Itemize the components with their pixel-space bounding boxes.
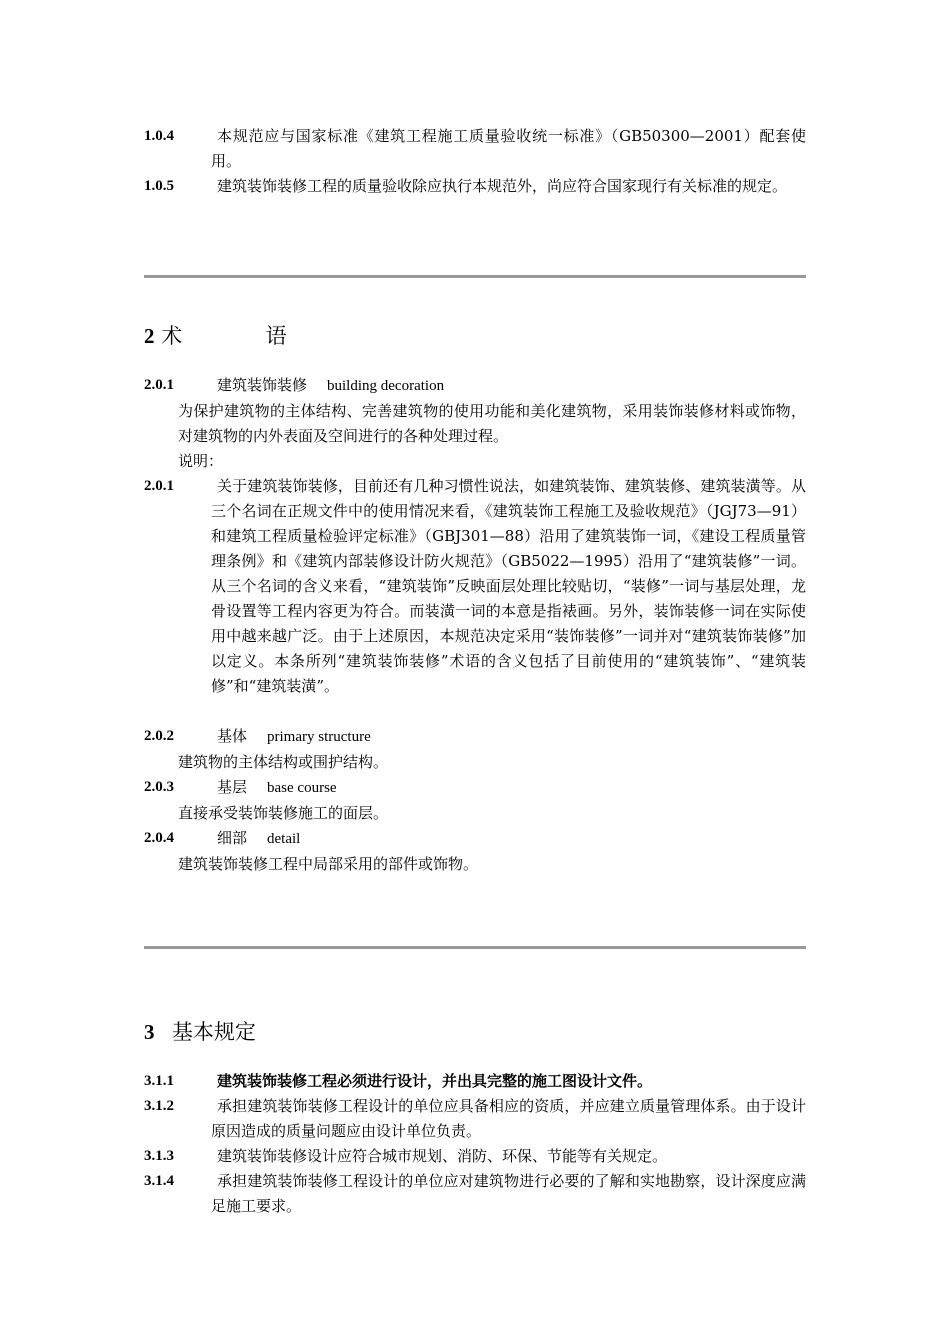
term-number: 2.0.2 (144, 728, 174, 744)
clause-number: 3.1.3 (144, 1148, 174, 1164)
term-definition: 建筑物的主体结构或围护结构。 (178, 753, 389, 771)
chapter-2-heading (144, 321, 287, 351)
term-english: primary structure (267, 729, 371, 745)
chapter-title: 基本规定 (171, 1020, 256, 1044)
clause-3-1-1 (144, 1069, 806, 1094)
clause-text: 建筑装饰装修工程必须进行设计，并出具完整的施工图设计文件。 (217, 1072, 653, 1090)
clause-text: 承担建筑装饰装修工程设计的单位应对建筑物进行必要的了解和实地勘察，设计深度应满足施工要求。 (211, 1172, 806, 1215)
note-number: 2.0.1 (144, 478, 174, 494)
term-number: 2.0.3 (144, 779, 174, 795)
term-name: 细部 (217, 829, 248, 847)
note-2-0-1 (144, 474, 806, 699)
chapter-title-part: 语 (265, 324, 287, 348)
clause-text: 本规范应与国家标准《建筑工程施工质量验收统一标准》（GB50300—2001）配套使用。 (211, 127, 806, 170)
term-english: detail (267, 831, 301, 847)
term-english: building decoration (327, 378, 445, 394)
note-label: 说明： (178, 452, 224, 470)
note-text: 关于建筑装饰装修，目前还有几种习惯性说法，如建筑装饰、建筑装修、建筑装潢等。从三个名词在正规文件中的使用情况来看，《建筑装饰工程施工及验收规范》（JGJ73—91）和建筑工程质量检验评定标准》（GBJ301—88）沿用了建筑装饰一词，《建设工程质量管理条例》和《建筑内部装修设计防火规范》（GB5022—1995）沿用了“建筑装修”一词。从三个名词的含义来看，“建筑装饰”反映面层处理比较贴切，“装修”一词与基层处理，龙骨设置等工程内容更为符合。而装潢一词的本意是指裱画。另外，装饰装修一词在实际使用中越来越广泛。由于上述原因，本规范决定采用“装饰装修”一词并对“建筑装饰装修”加以定义。本条所列“建筑装饰装修”术语的含义包括了目前使用的“建筑装饰”、“建筑装修”和“建筑装潢”。 (211, 477, 806, 695)
term-definition: 直接承受装饰装修施工的面层。 (178, 804, 389, 822)
term-2-0-2 (144, 724, 806, 750)
term-english: base course (267, 780, 337, 796)
chapter-number: 2 (144, 324, 155, 348)
term-2-0-1 (144, 373, 806, 399)
clause-1-0-4 (144, 124, 806, 174)
clause-3-1-3 (144, 1144, 806, 1169)
term-name: 建筑装饰装修 (217, 376, 308, 394)
clause-number: 3.1.4 (144, 1173, 174, 1189)
clause-1-0-5 (144, 174, 806, 199)
term-2-0-3 (144, 775, 806, 801)
clause-3-1-2 (144, 1094, 806, 1144)
chapter-title-part: 术 (161, 324, 183, 348)
clause-text: 建筑装饰装修工程的质量验收除应执行本规范外，尚应符合国家现行有关标准的规定。 (217, 177, 788, 195)
term-definition: 为保护建筑物的主体结构、完善建筑物的使用功能和美化建筑物，采用装饰装修材料或饰物，对建筑物的内外表面及空间进行的各种处理过程。 (178, 402, 806, 445)
chapter-3-clauses (144, 1069, 806, 1219)
clause-3-1-4 (144, 1169, 806, 1219)
clause-number: 3.1.1 (144, 1073, 174, 1089)
clause-text: 建筑装饰装修设计应符合城市规划、消防、环保、节能等有关规定。 (217, 1147, 668, 1165)
term-name: 基体 (217, 727, 248, 745)
section-divider (144, 275, 806, 278)
section-divider (144, 946, 806, 949)
section-1-clauses (144, 124, 806, 199)
term-name: 基层 (217, 778, 248, 796)
term-number: 2.0.1 (144, 377, 174, 393)
clause-text: 承担建筑装饰装修工程设计的单位应具备相应的资质，并应建立质量管理体系。由于设计原因造成的质量问题应由设计单位负责。 (211, 1097, 806, 1140)
chapter-3-heading (144, 1017, 256, 1047)
term-2-0-4 (144, 826, 806, 852)
term-definition: 建筑装饰装修工程中局部采用的部件或饰物。 (178, 855, 479, 873)
clause-number: 1.0.5 (144, 178, 174, 194)
clause-number: 1.0.4 (144, 128, 174, 144)
term-number: 2.0.4 (144, 830, 174, 846)
chapter-2-content (144, 373, 806, 877)
chapter-number: 3 (144, 1020, 155, 1044)
clause-number: 3.1.2 (144, 1098, 174, 1114)
